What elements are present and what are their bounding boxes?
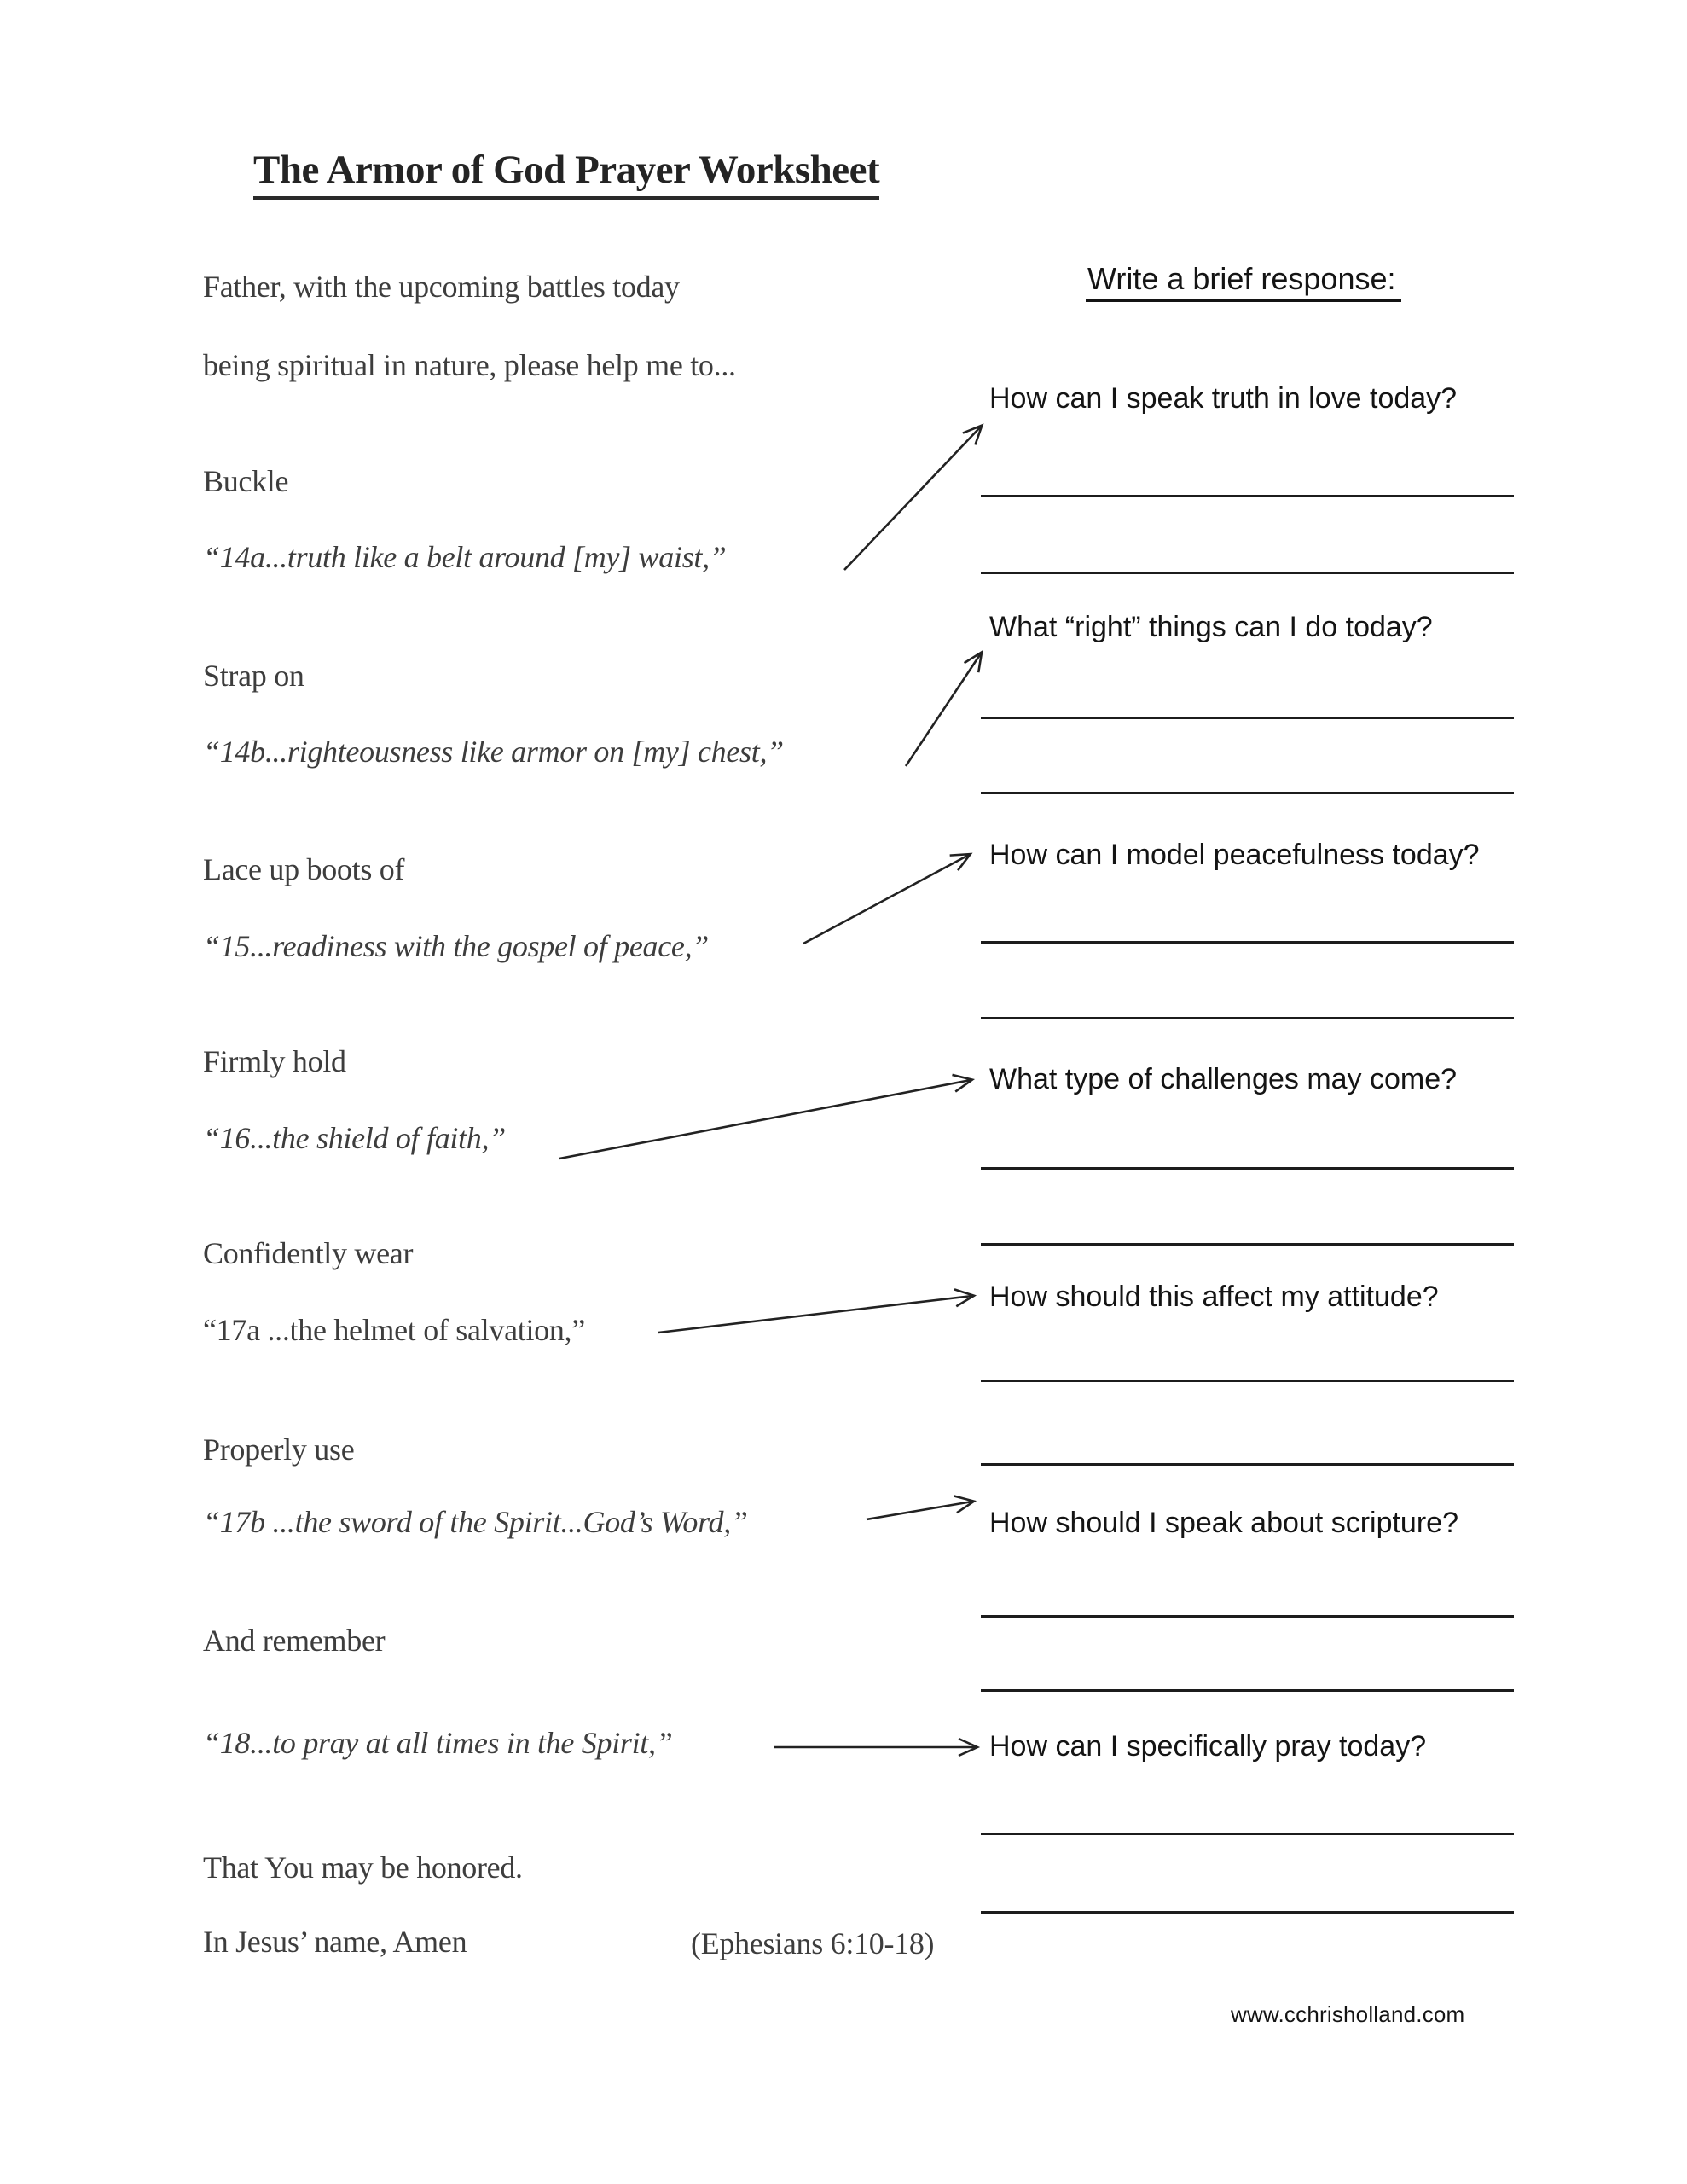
response-line [981, 1911, 1514, 1914]
arrow-helmet-to-question [658, 1296, 972, 1333]
question-scripture: How should I speak about scripture? [989, 1507, 1458, 1539]
response-line [981, 1615, 1514, 1618]
prayer-closing-line1: That You may be honored. [203, 1850, 523, 1885]
question-speak-truth: How can I speak truth in love today? [989, 382, 1458, 415]
prayer-action-lace-boots: Lace up boots of [203, 852, 405, 886]
prayer-action-properly-use: Properly use [203, 1432, 355, 1467]
prayer-intro-line2: being spiritual in nature, please help me to... [203, 348, 736, 382]
response-line [981, 572, 1514, 574]
response-line [981, 1833, 1514, 1835]
prayer-action-buckle: Buckle [203, 464, 289, 498]
prayer-quote-armor: “14b...righteousness like armor on [my] chest,” [203, 735, 784, 769]
arrow-shield-to-question [559, 1080, 971, 1159]
prayer-action-strap-on: Strap on [203, 659, 304, 693]
prayer-closing-line2: In Jesus’ name, Amen [203, 1925, 467, 1959]
arrow-gospel-to-question [803, 855, 969, 944]
page-title: The Armor of God Prayer Worksheet [253, 147, 879, 200]
prayer-quote-gospel: “15...readiness with the gospel of peace,” [203, 929, 710, 963]
prayer-quote-pray: “18...to pray at all times in the Spirit,” [203, 1726, 673, 1760]
arrow-armor-to-question [906, 653, 981, 766]
prayer-intro-line1: Father, with the upcoming battles today [203, 270, 680, 304]
response-line [981, 717, 1514, 719]
response-line [981, 1463, 1514, 1466]
response-line [981, 1689, 1514, 1692]
question-pray-today: How can I specifically pray today? [989, 1730, 1427, 1763]
prayer-action-confidently-wear: Confidently wear [203, 1236, 414, 1270]
prayer-quote-sword: “17b ...the sword of the Spirit...God’s Word,” [203, 1505, 748, 1539]
prayer-action-firmly-hold: Firmly hold [203, 1044, 346, 1078]
question-attitude: How should this affect my attitude? [989, 1281, 1439, 1313]
question-right-things: What “right” things can I do today? [989, 611, 1433, 643]
prayer-action-and-remember: And remember [203, 1623, 386, 1658]
response-line [981, 1017, 1514, 1019]
arrow-sword-to-question [867, 1502, 972, 1519]
response-line [981, 792, 1514, 794]
scripture-reference: (Ephesians 6:10-18) [691, 1926, 935, 1960]
question-model-peace: How can I model peacefulness today? [989, 839, 1480, 871]
prayer-quote-shield: “16...the shield of faith,” [203, 1121, 506, 1155]
prayer-quote-belt: “14a...truth like a belt around [my] waist,” [203, 540, 727, 574]
response-line [981, 1380, 1514, 1382]
response-line [981, 941, 1514, 944]
footer-url: www.cchrisholland.com [1231, 2001, 1465, 2027]
response-line [981, 1167, 1514, 1170]
response-column-header: Write a brief response: [1086, 261, 1401, 302]
prayer-quote-helmet: “17a ...the helmet of salvation,” [203, 1313, 585, 1347]
response-line [981, 495, 1514, 497]
question-challenges: What type of challenges may come? [989, 1063, 1458, 1095]
response-line [981, 1243, 1514, 1246]
arrow-belt-to-question [844, 427, 981, 570]
